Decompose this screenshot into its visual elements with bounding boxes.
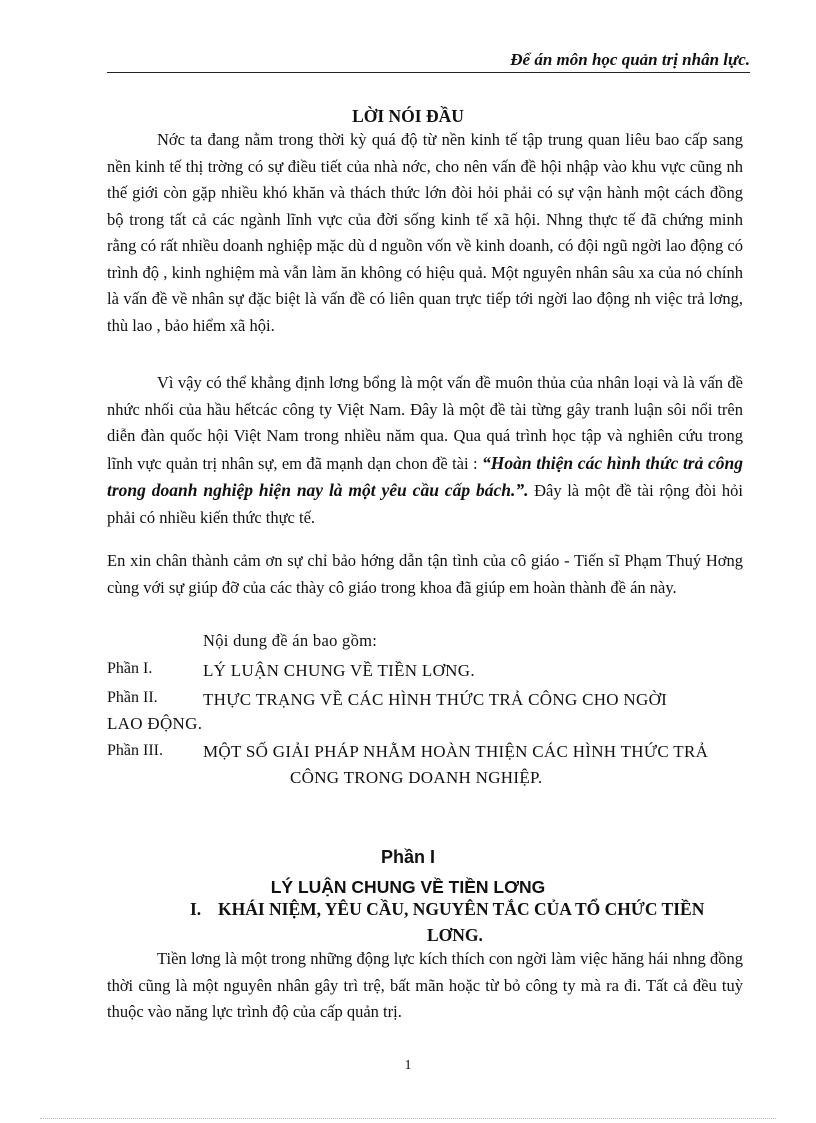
preface-paragraph-2 (107, 370, 743, 531)
part1-heading: Phần I (380, 847, 435, 867)
paragraph-2-end: Đây là một đề tài rộng đòi hỏi phải có nhiều kiến thức thực tế. (107, 481, 744, 527)
topic-title: “Hoàn thiện các hình thức trả công trong doanh nghiệp hiện nay là một yêu cầu cấp bách.”. (107, 452, 744, 500)
preface-paragraph-1: Nớc ta đang nằm trong thời kỳ quá độ từ nền kinh tế tập trung quan liêu bao cấp sang nền kinh tế thị trờng có sự điều tiết của nhà nớc, cho nên vấn đề hội nhập vào khu vực cũng nh thế giới còn gặp nhiều khó khăn và thách thức lớn đòi hỏi phải có sự vận hành một cách đồng bộ trong tất cả các ngành lĩnh vực của đời sống kinh tế xã hội. Nhng thực tế đã chứng minh rằng có rất nhiều doanh nghiệp mặc dù d nguồn vốn về kinh doanh, có đội ngũ ngời lao động có trình độ , kinh nghiệm mà vẫn làm ăn không có hiệu quả. Một nguyên nhân sâu xa của nó chính là vấn đề về nhân sự đặc biệt là vấn đề có liên quan trực tiếp tới ngời lao động nh việc trả lơng, thù lao , bảo hiểm xã hội. (107, 130, 743, 335)
contents-item-3: MỘT SỐ GIẢI PHÁP NHẰM HOÀN THIỆN CÁC HÌNH THỨC TRẢ (203, 742, 709, 761)
contents-item-1: LÝ LUẬN CHUNG VỀ TIỀN LƠNG. (203, 661, 475, 680)
page-bottom-rule (40, 1118, 776, 1119)
header-title: Để án môn học quản trị nhân lực. (510, 50, 750, 69)
contents-label-2: Phần II. (107, 689, 158, 706)
contents-item-3-cont: CÔNG TRONG DOANH NGHIỆP. (290, 768, 543, 787)
section-title: KHÁI NIỆM, YÊU CẦU, NGUYÊN TẮC CỦA TỔ CHỨC TIỀN (218, 899, 705, 919)
paragraph-2-text: Vì vậy có thể khẳng định lơng bổng là một vấn đề muôn thủa của nhân loại và là vấn đề nhức nhối của hầu hếtcác công ty Việt Nam. Đây là một đề tài từng gây tranh luận sôi nổi trên diễn đàn quốc hội Việt Nam trong nhiều năm qua. Qua quá trình học tập và nghiên cứu trong lĩnh vực quản trị nhân sự, em đã mạnh dạn chon đề tài : (107, 373, 743, 473)
contents-item-2: THỰC TRẠNG VỀ CÁC HÌNH THỨC TRẢ CÔNG CHO NGỜI (203, 690, 668, 709)
contents-label-1: Phần I. (107, 660, 153, 677)
contents-item-2-cont: LAO ĐỘNG. (107, 714, 203, 733)
page-number: 1 (404, 1058, 412, 1073)
contents-label-3: Phần III. (107, 742, 163, 759)
part1-title: LÝ LUẬN CHUNG VỀ TIỀN LƠNG (270, 877, 546, 897)
part1-paragraph-1: Tiền lơng là một trong những động lực kích thích con ngời làm việc hăng hái nhng đồng thời cũng là một nguyên nhân gây trì trệ, bất mãn hoặc từ bỏ công ty mà ra đi. Tất cả đều tuỳ thuộc vào năng lực trình độ của cấp quản trị. (107, 949, 743, 1021)
section-title-cont: LƠNG. (427, 925, 483, 945)
contents-intro: Nội dung đề án bao gồm: (203, 631, 378, 650)
section-number: I. (190, 899, 202, 919)
header-rule (107, 72, 750, 73)
preface-paragraph-3: En xin chân thành cảm ơn sự chỉ bảo hớng dẫn tận tình của cô giáo - Tiến sĩ Phạm Thuý Hơng cùng với sự giúp đỡ của các thày cô giáo trong khoa đã giúp em hoàn thành đề án này. (107, 551, 743, 597)
preface-title: LỜI NÓI ĐẦU (352, 106, 464, 126)
